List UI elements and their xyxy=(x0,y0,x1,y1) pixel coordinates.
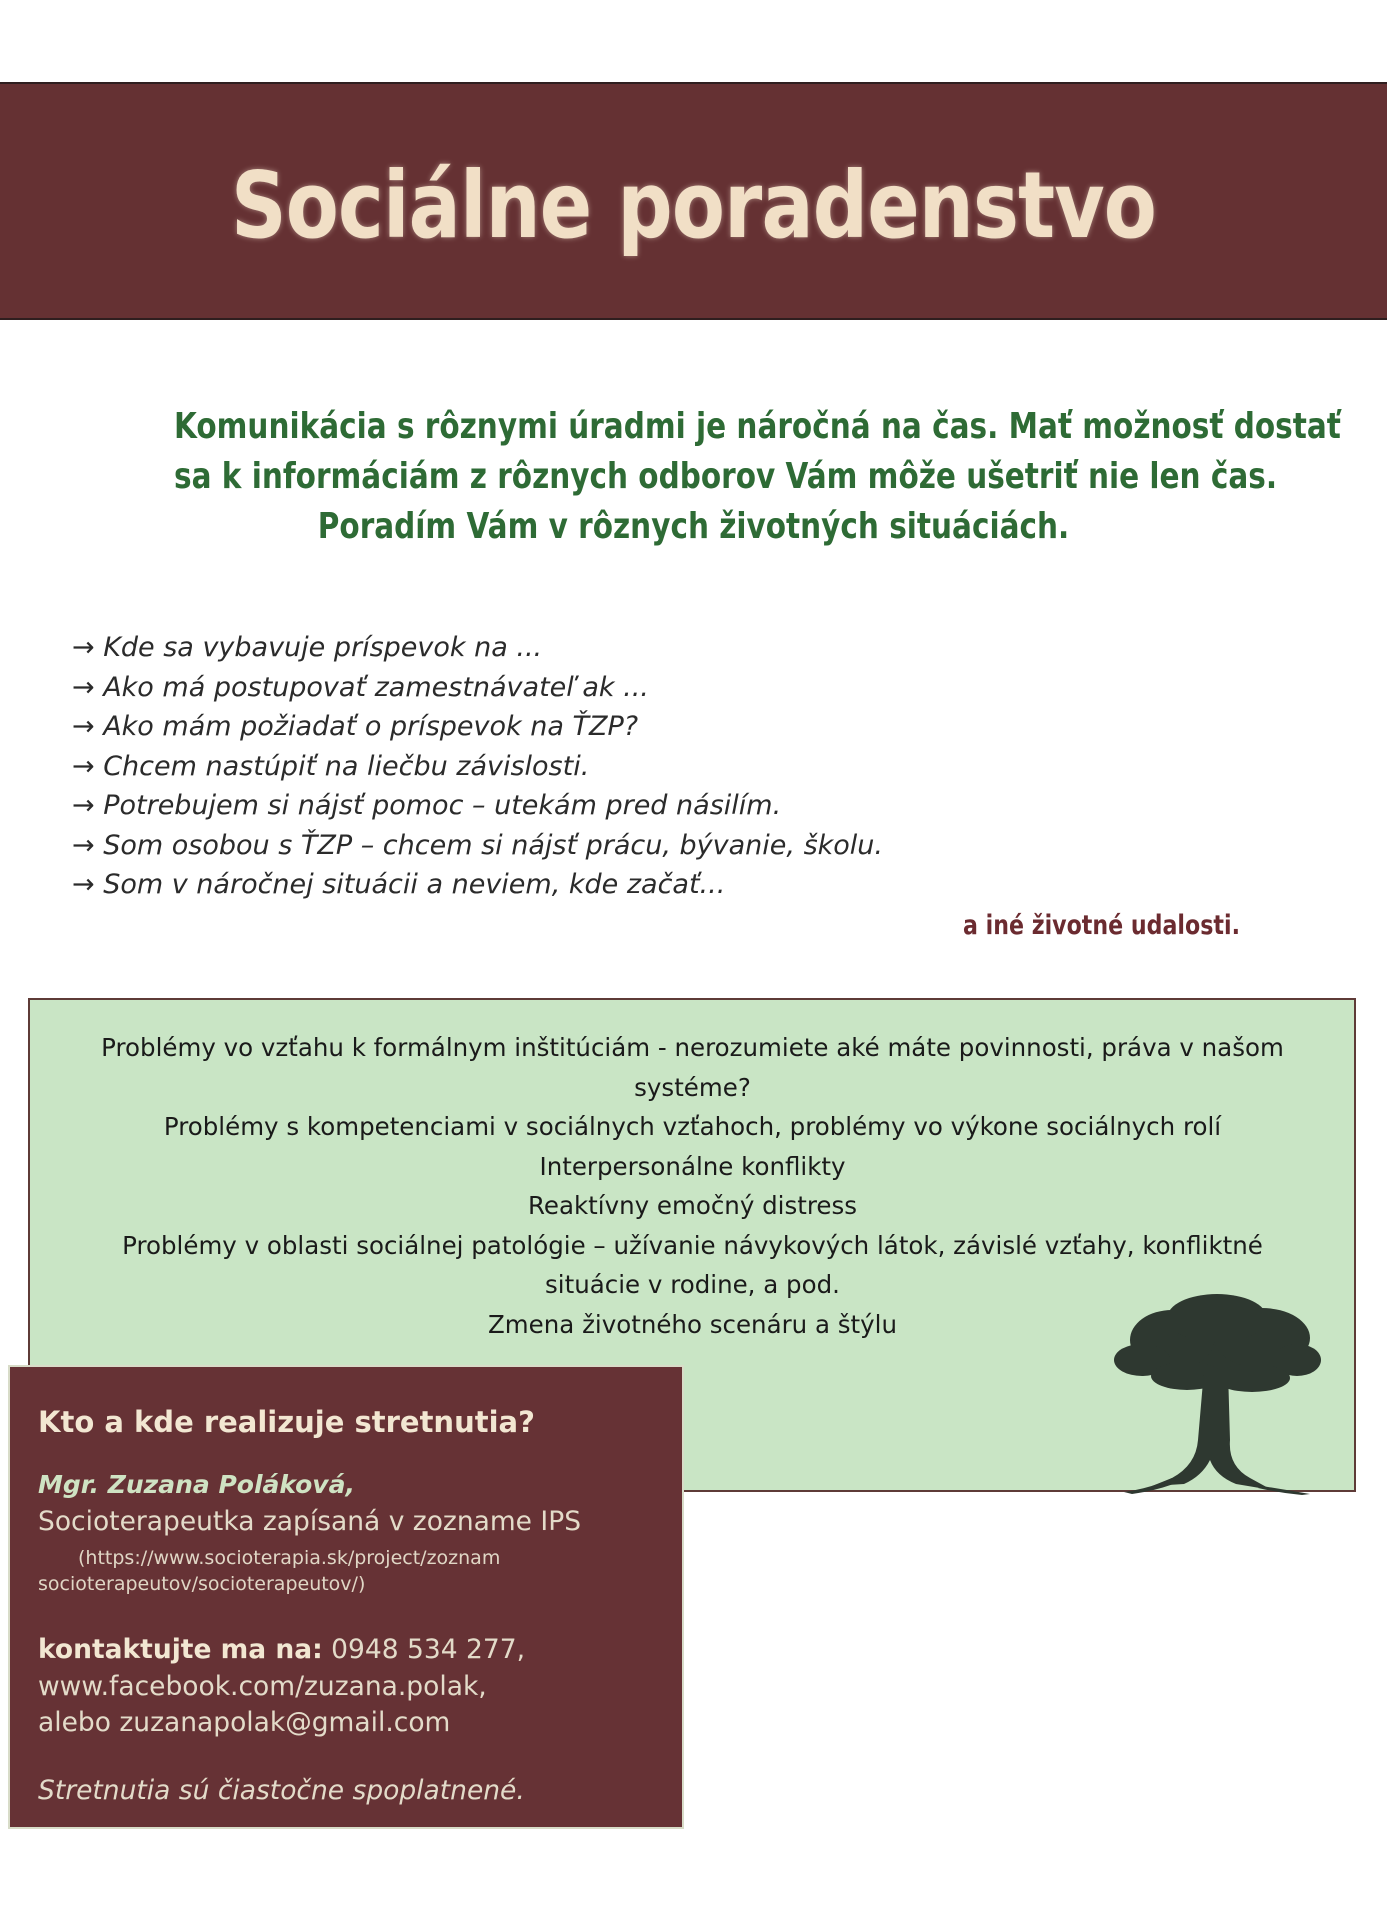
problem-line: Interpersonálne konflikty xyxy=(539,1151,846,1181)
fee-note: Stretnutia sú čiastočne spoplatnené. xyxy=(38,1775,525,1806)
problem-line: systéme? xyxy=(634,1072,751,1102)
therapist-name: Mgr. Zuzana Poláková, xyxy=(38,1470,355,1499)
problem-line: Reaktívny emočný distress xyxy=(527,1191,857,1220)
intro-line: Komunikácia s rôznymi úradmi je náročná na čas. Mať možnosť dostať xyxy=(174,406,1341,447)
question-item: → Chcem nastúpiť na liečbu závislosti. xyxy=(72,750,590,782)
registry-url xyxy=(38,1545,500,1597)
facebook-link: www.facebook.com/zuzana.polak, xyxy=(38,1670,487,1702)
page-title: Sociálne poradenstvo xyxy=(230,152,1157,259)
problem-line: situácie v rodine, a pod. xyxy=(545,1270,840,1299)
problem-line: Problémy vo vzťahu k formálnym inštitúciám - nerozumiete aké máte povinnosti, práva v našom xyxy=(101,1033,1284,1062)
contact-label: kontaktujte ma na: xyxy=(38,1634,323,1665)
phone-line xyxy=(38,1632,525,1669)
question-item: → Ako má postupovať zamestnávateľ ak ... xyxy=(72,671,649,703)
intro-line: Poradím Vám v rôznych životných situáciách. xyxy=(317,506,1070,547)
contact-heading: Kto a kde realizuje stretnutia? xyxy=(38,1405,535,1439)
registry-url-line: socioterapeutov/socioterapeutov/) xyxy=(38,1573,366,1595)
phone-number: 0948 534 277, xyxy=(331,1634,526,1665)
problem-line: Problémy s kompetenciami v sociálnych vzťahoch, problémy vo výkone sociálnych rolí xyxy=(163,1112,1222,1141)
registry-url-line: (https://www.socioterapia.sk/project/zoznam xyxy=(78,1547,501,1569)
question-item: → Potrebujem si nájsť pomoc – utekám pred násilím. xyxy=(72,790,782,821)
question-item: → Kde sa vybavuje príspevok na ... xyxy=(72,632,543,663)
problem-line: Problémy v oblasti sociálnej patológie – užívanie návykových látok, závislé vzťahy, konfliktné xyxy=(122,1230,1263,1260)
tree-icon xyxy=(1112,1290,1322,1495)
question-item: → Som v náročnej situácii a neviem, kde začať... xyxy=(72,869,726,900)
contact-details xyxy=(38,1632,525,1742)
question-item: → Som osobou s ŤZP – chcem si nájsť prácu, bývanie, školu. xyxy=(72,829,883,861)
intro-line: sa k informáciám z rôznych odborov Vám môže ušetriť nie len čas. xyxy=(174,456,1278,497)
email-link: alebo zuzanapolak@gmail.com xyxy=(38,1707,451,1738)
therapist-role: Socioterapeutka zapísaná v zozname IPS xyxy=(38,1506,582,1537)
question-item: → Ako mám požiadať o príspevok na ŤZP? xyxy=(72,711,639,742)
question-list xyxy=(72,628,972,905)
intro-text xyxy=(60,402,1341,552)
contact-box xyxy=(8,1365,684,1829)
problem-line: Zmena životného scenáru a štýlu xyxy=(488,1309,897,1339)
other-events-note: a iné životné udalosti. xyxy=(962,910,1240,941)
